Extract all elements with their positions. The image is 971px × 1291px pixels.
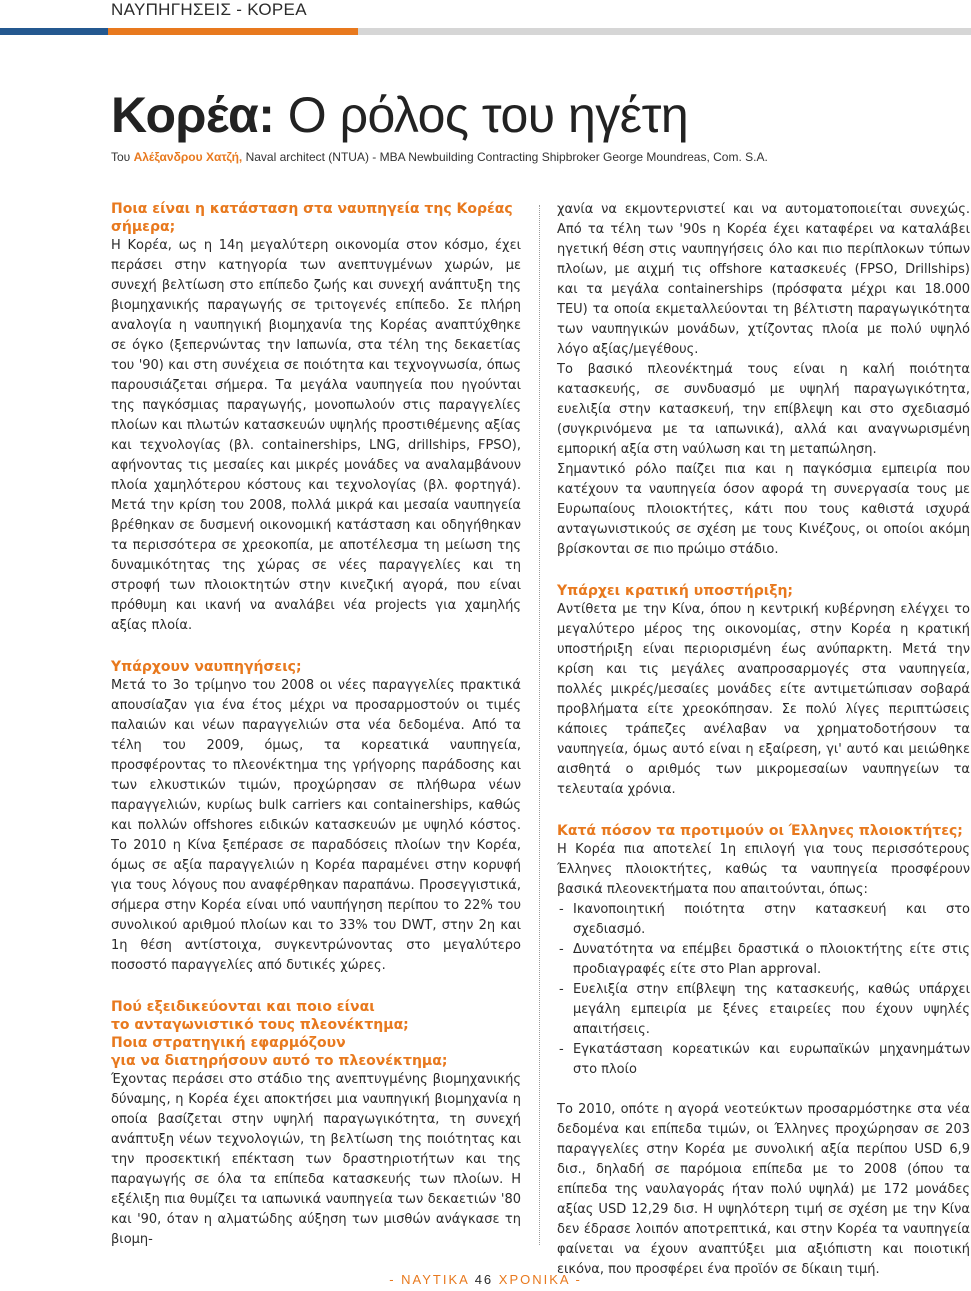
list-item: - Ικανοποιητική ποιότητα στην κατασκευή και στο σχεδιασμό. (557, 900, 970, 940)
heading-newbuildings: Υπάρχουν ναυπηγήσεις; (111, 659, 302, 675)
header-stripe-orange (108, 28, 358, 35)
section-label: ΝΑΥΠΗΓΗΣΕΙΣ - ΚΟΡΕΑ (111, 0, 307, 19)
header-stripe-blue (0, 28, 108, 35)
article-title-rest: Ο ρόλος του ηγέτη (274, 87, 689, 143)
list-item: - Δυνατότητα να επέμβει δραστικά ο πλοιοκτήτης είτε στις προδιαγραφές είτε στο Plan approval. (557, 940, 970, 980)
byline-author: Αλέξανδρου Χατζή, (133, 150, 243, 164)
heading-specialization (111, 998, 521, 1070)
page-footer (0, 1272, 971, 1287)
heading-current-state: Ποια είναι η κατάσταση στα ναυπηγεία της Κορέας σήμερα; (111, 201, 513, 235)
header-stripe-grey (358, 28, 971, 35)
heading-line: το ανταγωνιστικό τους πλεονέκτημα; (111, 1017, 409, 1033)
page-number: 46 (474, 1272, 494, 1287)
paragraph: Η Κορέα πια αποτελεί 1η επιλογή για τους περισσότερους Έλληνες πλοιοκτήτες, καθώς τα ναυπηγεία προσφέρουν βασικά πλεονεκτήματα που απαιτούνται, όπως: (557, 842, 970, 897)
paragraph: χανία να εκμοντερνιστεί και να αυτοματοποιείται συνεχώς. Από τα τέλη των '90s η Κορέα έχει καταφέρει να καταλάβει ηγετική θέση στις ναυπηγήσεις όλο και πιο περίπλοκων τύπων πλοίων, με αιχμή τις offshore κατασκευές (FPSO, Drillships) και τα μεγάλα containerships (πρόσφατα μέχρι και 18.000 TEU) τα οποία εκμεταλλεύονται τη βέλτιστη παραγωγικότητα των ναυπηγικών μονάδων, χτίζοντας πλοία με πολύ υψηλό λόγο αξίας/μεγέθους. (557, 202, 970, 357)
article-title-bold: Κορέα: (111, 87, 275, 143)
paragraph: Αντίθετα με την Κίνα, όπου η κεντρική κυβέρνηση ελέγχει το μεγαλύτερο μέρος της οικονομίας, στην Κορέα η κρατική υποστήριξη είναι περιορισμένη έως ανύπαρκτη. Μετά την κρίση και τις μεγάλες αναπροσαρμογές στα ναυπηγεία, πολλές μικρές/μεσαίες μονάδες είτε αντιμετώπισαν σοβαρά προβλήματα είτε χρεοκόπησαν. Σε πολύ λίγες περιπτώσεις κάποιες τράπεζες ανέλαβαν να χρηματοδοτήσουν τα ναυπηγεία, όμως αυτό είναι η εξαίρεση, γι' αυτό και μειώθηκε αισθητά ο αριθμός των μικρομεσαίων ναυπηγείων τα τελευταία χρόνια. (557, 602, 970, 797)
heading-greek-owners: Κατά πόσον τα προτιμούν οι Έλληνες πλοιοκτήτες; (557, 823, 963, 839)
paragraph: Σημαντικό ρόλο παίζει πια και η παγκόσμια εμπειρία που κατέχουν τα ναυπηγεία όσον αφορά τη συνεργασία τους με Ευρωπαίους πλοιοκτήτες, κάτι που τους καθιστά ισχυρά ανταγωνιστικούς σε σχέση με τους Κινέζους, οι οποίοι ακόμη βρίσκονται σε πιο πρώιμο στάδιο. (557, 462, 970, 557)
heading-line: Ποια στρατηγική εφαρμόζουν (111, 1035, 346, 1051)
byline-affiliation: Naval architect (NTUA) - MBA Newbuilding Contracting Shipbroker George Moundreas, Com. S.A. (242, 150, 768, 164)
list-item: - Ευελιξία στην επίβλεψη της κατασκευής, καθώς υπάρχει μεγάλη εμπειρία με ξένες εταιρείες που έχουν υψηλές απαιτήσεις. (557, 980, 970, 1040)
paragraph: Έχοντας περάσει στο στάδιο της ανεπτυγμένης βιομηχανικής δύναμης, η Κορέα έχει αποκτήσει μια ναυπηγική βιομηχανία η οποία βασίζεται στην υψηλή παραγωγικότητα, τη συνεχή ανάπτυξη νέων τεχνολογιών, τη βελτίωση της ποιότητας και την προσεκτική επέκταση των δραστηριοτήτων και της παραγωγής σε όλα τα επίπεδα κατασκευής των πλοίων. Η εξέλιξη πια θυμίζει τα ιαπωνικά ναυπηγεία των δεκαετιών '80 και '90, όταν η αλματώδης αύξηση των μισθών ανάγκασε τη βιομη- (111, 1072, 521, 1247)
article-title (111, 86, 688, 144)
footer-right: ΧΡΟΝΙΚΑ - (493, 1272, 582, 1287)
byline-prefix: Του (111, 150, 134, 164)
heading-line: Πού εξειδικεύονται και ποιο είναι (111, 999, 375, 1015)
paragraph: Η Κορέα, ως η 14η μεγαλύτερη οικονομία στον κόσμο, έχει περάσει στην κατηγορία των ανεπτυγμένων χωρών, με συνεχή βελτίωση στο επίπεδο ζωής και συνεχή ανάπτυξη της βιομηχανικής παραγωγής σε τριτογενές επίπεδο. Σε πλήρη αναλογία η ναυπηγική βιομηχανία της Κορέας αναπτύχθηκε σε όγκο (ξεπερνώντας την Ιαπωνία, στα τέλη της δεκαετίας του '90) και στη συνέχεια σε ποιότητα και τεχνογνωσία, όπως παρουσιάζεται σήμερα. Τα μεγάλα ναυπηγεία που ηγούνται της παγκόσμιας παραγωγής, μονοπωλούν στις παραγγελίες πλοίων και πλωτών κατασκευών υψηλής προστιθέμενης αξίας και τεχνολογίας (βλ. containerships, LNG, drillships, FPSO), αφήνοντας τις μεσαίες και μικρές μονάδες να αναλαμβάνουν πλοία χαμηλότερου κόστους και τεχνολογίας (βλ. φορτηγά). Μετά την κρίση του 2008, πολλά μικρά και μεσαία ναυπηγεία βρέθηκαν σε δυσμενή οικονομική κατάσταση και οδηγήθηκαν τα περισσότερα σε χρεοκοπία, με αποτέλεσμα τη μείωση της δυναμικότητας της χώρας σε νέες παραγγελίες και τη στροφή των πλοιοκτητών στην κινεζική αγορά, που είναι πρόθυμη και ικανή να αναλάβει νέα projects για χαμηλής αξίας πλοία. (111, 238, 521, 633)
paragraph: Το βασικό πλεονέκτημά τους είναι η καλή ποιότητα κατασκευής, σε συνδυασμό με υψηλή παραγωγικότητα, ευελιξία στην κατασκευή, την επίβλεψη και στο σχεδιασμό (συγκρινόμενα με τα ιαπωνικά), αλλά και αναγνωρισμένη εμπορική αξία στη ναύλωση και τη μεταπώληση. (557, 362, 970, 457)
column-divider (539, 205, 540, 1245)
footer-left: - ΝΑΥΤΙΚΑ (389, 1272, 475, 1287)
advantages-list (557, 900, 970, 1080)
paragraph: Μετά το 3ο τρίμηνο του 2008 οι νέες παραγγελίες πρακτικά απουσίαζαν για ένα έτος μέχρι να προσαρμοστούν οι τιμές παλαιών και νέων παραγγελιών στα νέα δεδομένα. Από τα τέλη του 2009, όμως, τα κορεατικά ναυπηγεία, προσφέροντας το πλεονέκτημα της γρήγορης παράδοσης και των ελκυστικών τιμών, προχώρησαν σε πλήθωρα νέων παραγγελιών, κυρίως bulk carriers και containerships, καθώς και πολλών offshores ειδικών κατασκευών με υψηλό κόστος. Το 2010 η Κίνα ξεπέρασε σε παραδόσεις πλοίων την Κορέα, όμως σε αξία παραγγελιών η Κορέα παραμένει στην κορυφή για τους λόγους που αναφέρθηκαν παραπάνω. Προσεγγιστικά, σήμερα στην Κορέα είναι υπό ναυπήγηση περίπου το 22% του συνολικού αριθμού πλοίων και το 33% του DWT, στην 2η και 1η θέση αντίστοιχα, συγκεντρώνοντας στο μεγαλύτερο ποσοστό παραγγελίες από δυτικές χώρες. (111, 678, 521, 973)
byline (111, 150, 768, 164)
paragraph: Το 2010, οπότε η αγορά νεοτεύκτων προσαρμόστηκε στα νέα δεδομένα και επίπεδα τιμών, οι Έλληνες προχώρησαν σε 203 παραγγελίες στην Κορέα με συνολική αξία περίπου USD 6,9 δισ., δηλαδή σε παρόμοια επίπεδα με το 2008 (όπου τα επίπεδα της ναυλαγοράς ήταν πολύ υψηλά) με 172 μονάδες αξίας USD 12,29 δισ. Η υψηλότερη τιμή σε σχέση με την Κίνα δεν έδρασε λοιπόν αποτρεπτικά, και στην Κορέα τα ναυπηγεία φαίνεται να έχουν αναπτύξει μια αξιόπιστη και ποιοτική εικόνα, που προσφέρει ένα προϊόν σε δίκαιη τιμή. (557, 1102, 970, 1277)
left-column (111, 200, 521, 1250)
right-column (557, 200, 970, 1280)
list-item: - Εγκατάσταση κορεατικών και ευρωπαϊκών μηχανημάτων στο πλοίο (557, 1040, 970, 1080)
heading-line: για να διατηρήσουν αυτό το πλεονέκτημα; (111, 1053, 448, 1069)
heading-state-support: Υπάρχει κρατική υποστήριξη; (557, 583, 794, 599)
